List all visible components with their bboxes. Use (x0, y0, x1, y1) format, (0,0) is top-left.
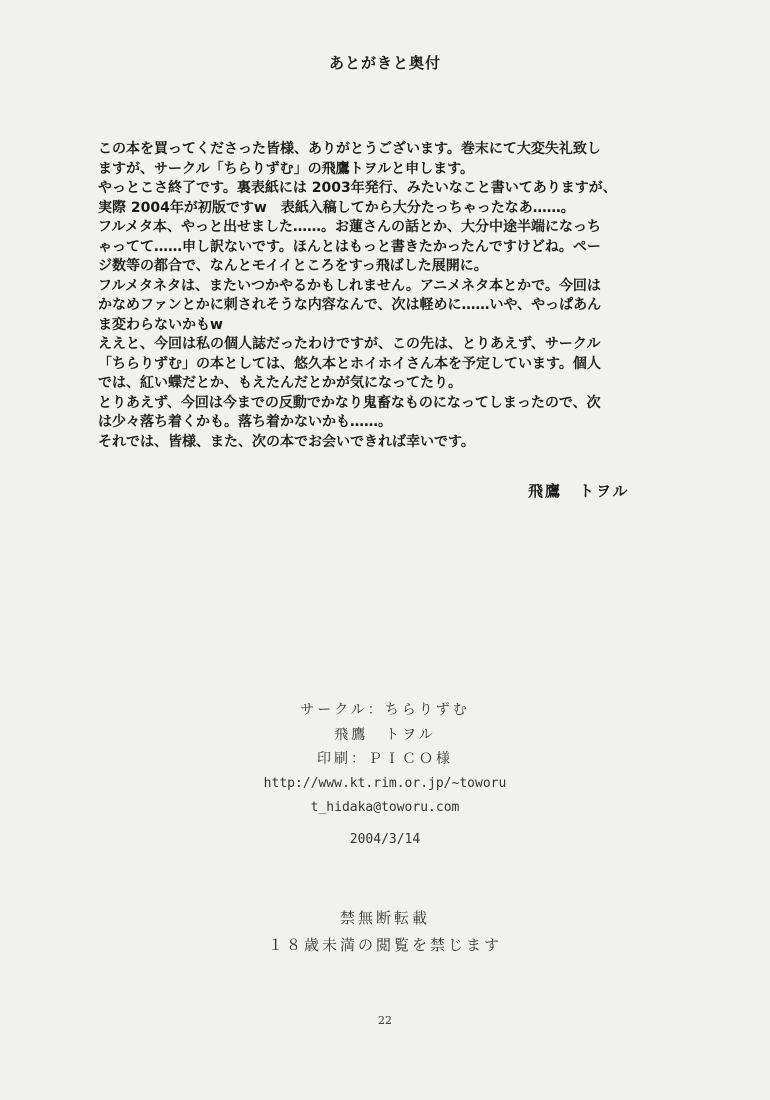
afterword-line: ますが、サークル「ちらりずむ」の飛鷹トヲルと申します。 (98, 160, 475, 177)
afterword-line: やっとこさ終了です。裏表紙には 2003年発行、みたいなこと書いてありますが、 (98, 180, 617, 196)
email-address: t_hidaka@toworu.com (310, 800, 460, 815)
afterword-line: ええと、今回は私の個人誌だったわけですが、この先は、とりあえず、サークル (98, 336, 601, 352)
afterword-line: ま変わらないかもw (98, 316, 223, 333)
afterword-text (98, 140, 698, 452)
printer-credit: 印刷：ＰＩＣＯ様 (317, 751, 453, 767)
publication-date: 2004/3/14 (349, 832, 421, 847)
afterword-line: フルメタネタは、またいつかやるかもしれません。アニメネタ本とかで。今回は (98, 277, 601, 294)
afterword-line: とりあえず、今回は今までの反動でかなり鬼畜なものになってしまったので、次 (98, 394, 601, 411)
website-url: http://www.kt.rim.or.jp/~toworu (263, 775, 507, 791)
afterword-line: ジ数等の都合で、なんとモイイところをすっ飛ばした展開に。 (98, 258, 488, 274)
page-number: 22 (378, 1014, 392, 1027)
afterword-line: それでは、皆様、また、次の本でお会いできれば幸いです。 (98, 433, 475, 450)
page-title: あとがきと奥付 (328, 54, 441, 72)
afterword-line: フルメタ本、やっと出せました……。お蓮さんの話とか、大分中途半端になっち (98, 219, 602, 235)
afterword-line: この本を買ってくださった皆様、ありがとうございます。巻末にて大変失礼致し (98, 141, 601, 157)
author-name: 飛鷹 トヲル (334, 726, 436, 743)
afterword-line: では、紅い蝶だとか、もえたんだとかが気になってたり。 (98, 375, 462, 391)
author-signature: 飛鷹 トヲル (528, 482, 630, 500)
afterword-line: 実際 2004年が初版ですw 表紙入稿してから大分たっちゃったなあ……。 (98, 199, 575, 216)
age-restriction-notice: １８歳未満の閲覧を禁じます (267, 936, 502, 954)
circle-name: サークル：ちらりずむ (300, 702, 470, 718)
afterword-line: ゃってて……申し訳ないです。ほんとはもっと書きたかったんですけどね。ペー (98, 238, 601, 255)
afterword-line: は少々落ち着くかも。落ち着かないかも……。 (98, 414, 392, 430)
no-reprint-notice: 禁無断転載 (339, 909, 430, 927)
afterword-line: かなめファンとかに刺されそうな内容なんで、次は軽めに……いや、やっぱあん (98, 297, 602, 313)
colophon (0, 698, 770, 821)
legal-notice (0, 905, 770, 959)
afterword-line: 「ちらりずむ」の本としては、悠久本とホイホイさん本を予定しています。個人 (98, 355, 601, 372)
